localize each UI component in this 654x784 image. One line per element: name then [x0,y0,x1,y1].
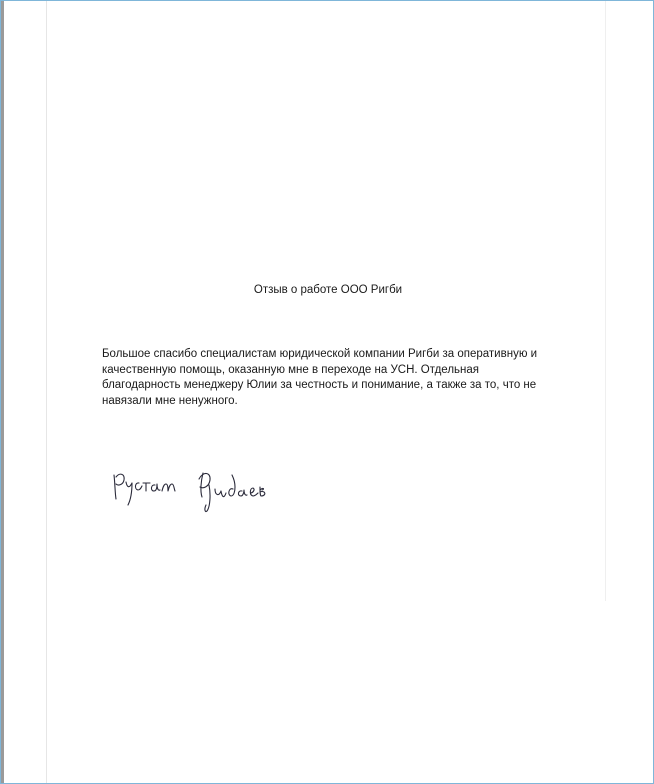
scan-artifact-line-right [605,1,606,601]
document-title: Отзыв о работе ООО Ригби [253,284,403,296]
scan-edge-left [1,1,4,783]
handwritten-signature [111,465,271,515]
scan-artifact-line [46,1,47,783]
document-body: Большое спасибо специалистам юридической компании Ригби за оперативную и качественную помощь, оказанную мне в переходе на УСН. Отдельная благодарность менеджеру Юлии за честность и понимание, а также за то, что не навязали мне ненужного. [102,348,538,407]
